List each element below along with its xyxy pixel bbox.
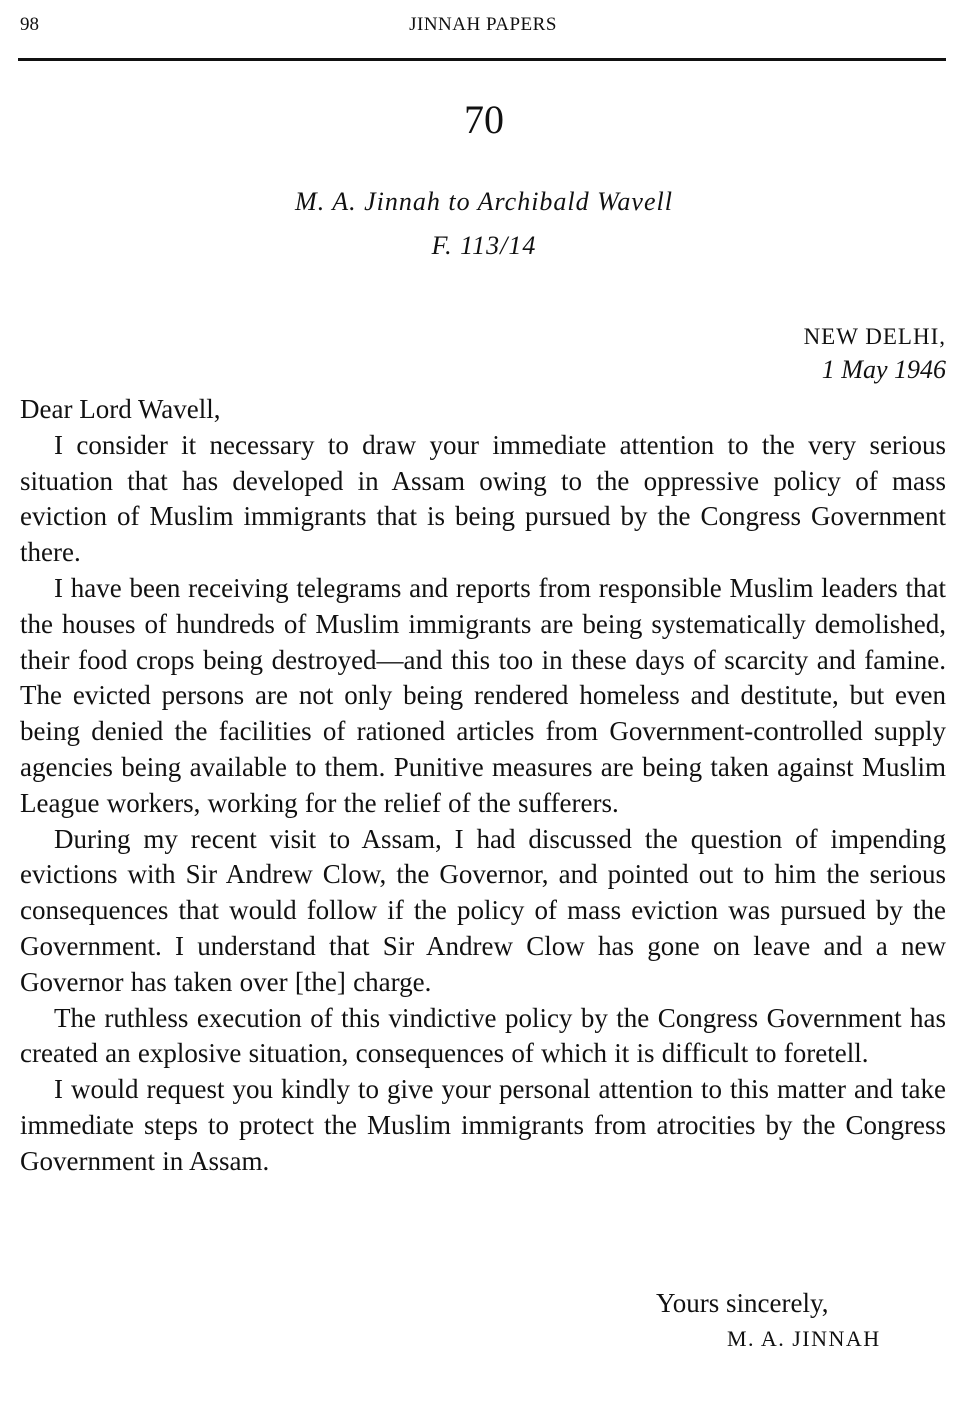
document-number: 70 (464, 97, 504, 142)
dateline-place: NEW DELHI, (803, 324, 946, 349)
paragraph: I consider it necessary to draw your immediate attention to the very serious situation that has developed in Assam owing to the oppressive policy of mass eviction of Muslim immigrants that is being pursued by the Congress Government there. (20, 429, 946, 568)
paragraph: The ruthless execution of this vindictive policy by the Congress Government has created an explosive situation, consequences of which it is difficult to foretell. (20, 1002, 946, 1069)
paragraph: I would request you kindly to give your personal attention to this matter and take immediate steps to protect the Muslim immigrants from atrocities by the Congress Government in Assam. (20, 1074, 946, 1176)
dateline-date: 1 May 1946 (821, 355, 946, 384)
document-reference: F. 113/14 (431, 231, 537, 260)
book-title: JINNAH PAPERS (409, 14, 557, 35)
salutation: Dear Lord Wavell, (20, 394, 221, 424)
paragraph: I have been receiving telegrams and reports from responsible Muslim leaders that the houses of hundreds of Muslim immigrants are being systematically demolished, their food crops being destroyed—and this too in these days of scarcity and famine. The evicted persons are not only being rendered homeless and destitute, but even being denied the facilities of rationed articles from Government-controlled supply agencies being available to them. Punitive measures are being taken against Muslim League workers, working for the relief of the sufferers. (20, 572, 946, 818)
complimentary-close: Yours sincerely, (656, 1288, 829, 1318)
running-head (20, 14, 946, 44)
paragraph: During my recent visit to Assam, I had discussed the question of impending evictions with Sir Andrew Clow, the Governor, and pointed out to him the serious consequences that would follow if the policy of mass eviction was pursued by the Government. I understand that Sir Andrew Clow has gone on leave and a new Governor has taken over [the] charge. (20, 823, 946, 997)
document-heading (0, 180, 968, 268)
header-rule (18, 58, 946, 61)
letter-body (20, 392, 946, 1180)
signature: M. A. JINNAH (727, 1326, 881, 1351)
document-title: M. A. Jinnah to Archibald Wavell (295, 187, 673, 216)
dateline (804, 320, 946, 386)
page-number: 98 (20, 14, 39, 35)
